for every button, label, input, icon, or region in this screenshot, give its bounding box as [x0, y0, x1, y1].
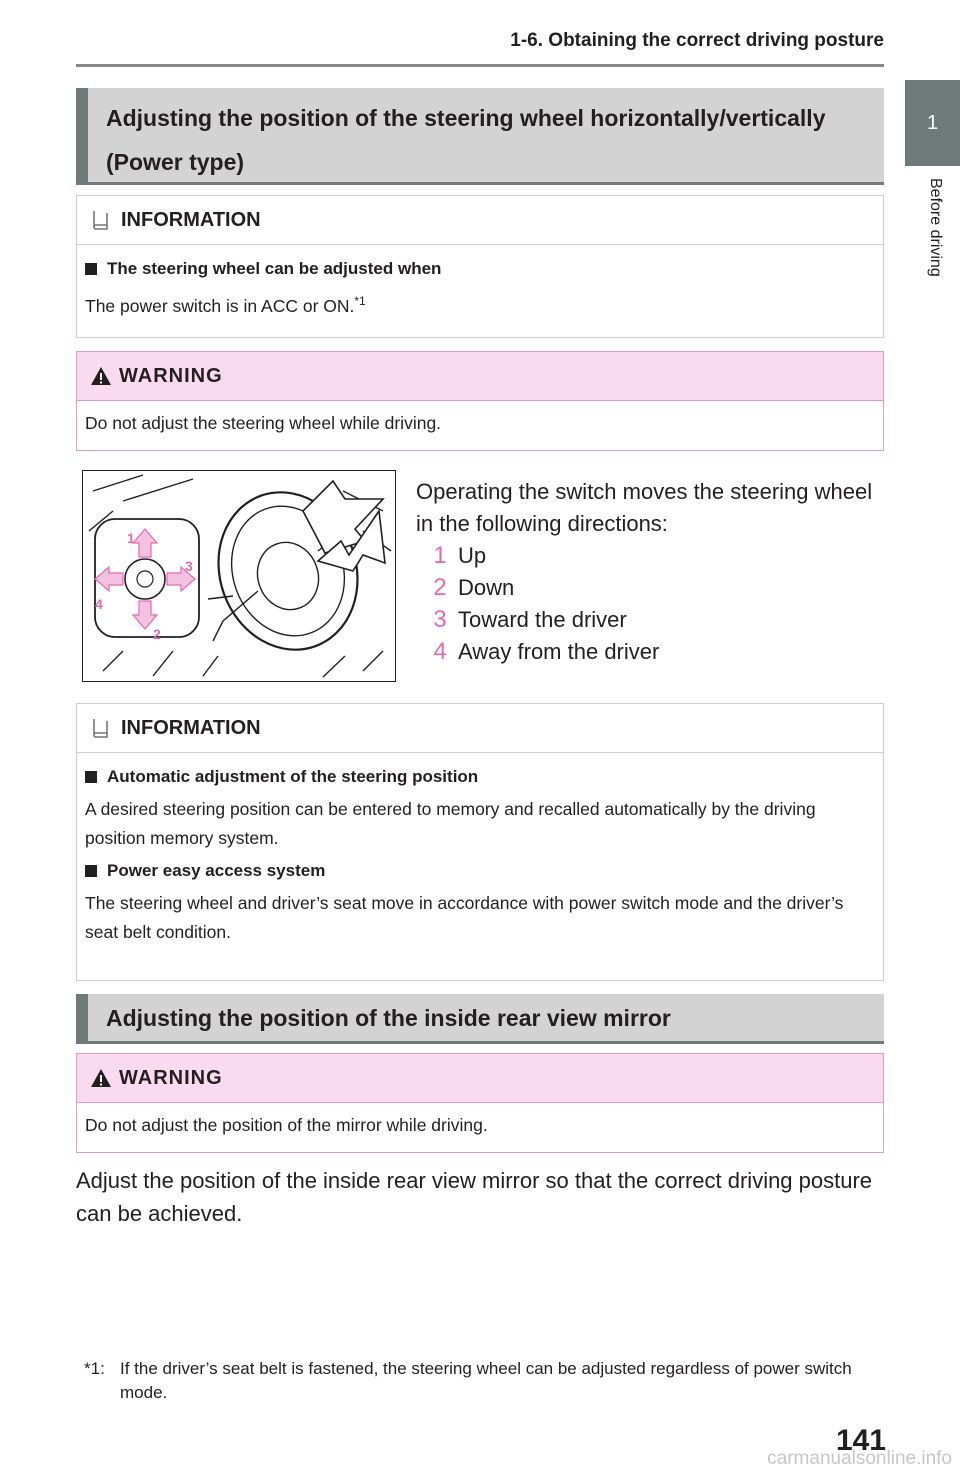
steering-description: [416, 476, 886, 668]
description-intro: Operating the switch moves the steering wheel in the following directions:: [416, 479, 873, 536]
direction-list: [416, 540, 886, 668]
info-subheading: [85, 861, 875, 881]
information-box-2: [76, 703, 884, 981]
steering-illustration-svg: [83, 471, 395, 681]
info-text-body: The power switch is in ACC or ON.: [85, 295, 355, 316]
watermark: carmanualsonline.info: [767, 1448, 952, 1469]
square-bullet-icon: [85, 865, 97, 877]
chapter-number: 1: [926, 111, 939, 134]
warning-label: WARNING: [119, 364, 223, 387]
info-subheading: [85, 767, 875, 787]
info-subheading-text: The steering wheel can be adjusted when: [107, 259, 442, 278]
step-number: 4: [433, 638, 447, 665]
figure-label-1: 1: [127, 530, 135, 546]
section-heading-mirror: Adjusting the position of the inside rear view mirror: [76, 994, 884, 1044]
step-text: Toward the driver: [458, 607, 627, 632]
page-number: 141: [835, 1424, 886, 1457]
square-bullet-icon: [85, 771, 97, 783]
info-text: [85, 287, 875, 321]
square-bullet-icon: [85, 263, 97, 275]
chapter-label: Before driving: [927, 178, 944, 277]
warning-triangle-icon: [89, 1067, 113, 1089]
warning-text: Do not adjust the position of the mirror while driving.: [85, 1115, 488, 1135]
step-number: 1: [433, 542, 447, 569]
figure-label-4: 4: [95, 596, 103, 612]
section-heading-line2: (Power type): [106, 149, 245, 175]
mirror-instruction: Adjust the position of the inside rear view mirror so that the correct driving posture can be achieved.: [76, 1168, 873, 1226]
running-header: 1-6. Obtaining the correct driving posture: [510, 30, 884, 51]
information-header: [77, 704, 883, 753]
footnote-ref: *1: [354, 294, 366, 308]
warning-header: [77, 352, 883, 401]
information-label: INFORMATION: [121, 716, 261, 739]
section-heading-steering: [76, 88, 884, 185]
list-item: [416, 604, 886, 636]
step-text: Up: [458, 543, 487, 568]
step-number: 3: [433, 606, 447, 633]
warning-box-2: [76, 1053, 884, 1153]
figure-label-2: 2: [153, 626, 161, 642]
info-subheading-text: Power easy access system: [107, 861, 326, 880]
information-header: [77, 196, 883, 245]
info-text: A desired steering position can be entered to memory and recalled automatically by the driving position memory system.: [85, 799, 816, 848]
warning-triangle-icon: [89, 365, 113, 387]
step-number: 2: [433, 574, 447, 601]
footnote: [84, 1357, 884, 1405]
warning-text: Do not adjust the steering wheel while driving.: [85, 413, 442, 433]
book-icon: [91, 209, 111, 231]
information-label: INFORMATION: [121, 208, 261, 231]
info-subheading-text: Automatic adjustment of the steering position: [107, 767, 479, 786]
section-heading-line1: Adjusting the position of the steering wheel horizontally/vertically: [106, 105, 826, 131]
info-text: The steering wheel and driver’s seat move in accordance with power switch mode and the driver’s seat belt condition.: [85, 893, 844, 942]
info-subheading: [85, 259, 875, 279]
header-rule: [76, 64, 884, 67]
warning-box-1: [76, 351, 884, 451]
steering-switch-illustration: [82, 470, 396, 682]
footnote-mark: *1:: [84, 1359, 105, 1378]
list-item: [416, 572, 886, 604]
footnote-text: If the driver’s seat belt is fastened, the steering wheel can be adjusted regardless of power switch mode.: [120, 1359, 852, 1402]
list-item: [416, 636, 886, 668]
figure-label-3: 3: [185, 558, 193, 574]
warning-label: WARNING: [119, 1066, 223, 1089]
step-text: Away from the driver: [458, 639, 660, 664]
warning-header: [77, 1054, 883, 1103]
book-icon: [91, 717, 111, 739]
information-box-1: [76, 195, 884, 338]
chapter-tab: [905, 80, 960, 166]
step-text: Down: [458, 575, 515, 600]
list-item: [416, 540, 886, 572]
